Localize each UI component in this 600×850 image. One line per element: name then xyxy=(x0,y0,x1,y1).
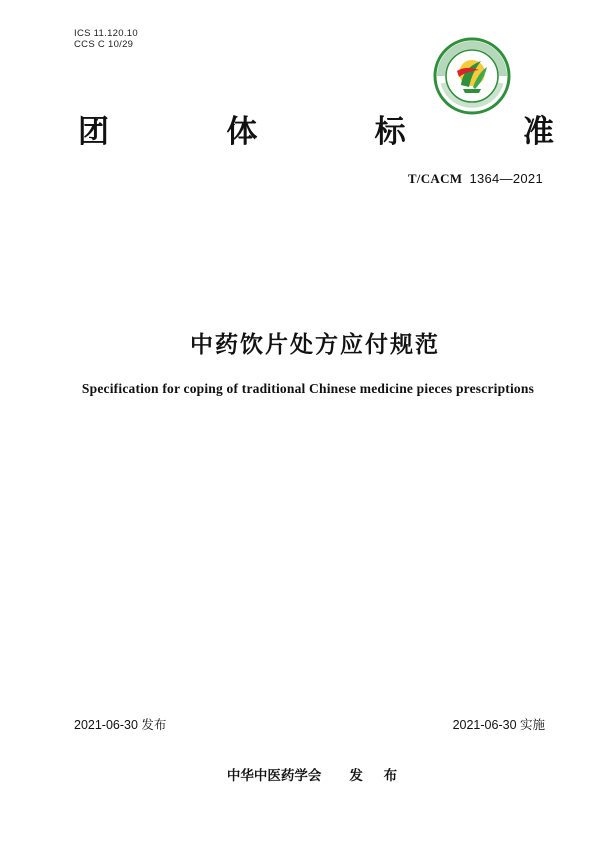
publish-date: 2021-06-30 发布 xyxy=(74,718,167,732)
publisher-line xyxy=(0,764,600,784)
standard-code: 1364—2021 xyxy=(469,171,543,186)
classification-codes xyxy=(74,28,138,50)
ics-code: ICS 11.120.10 xyxy=(74,28,138,39)
chinese-title: 中药饮片处方应付规范 xyxy=(190,332,440,358)
standard-prefix: T/CACM xyxy=(407,171,463,186)
publisher-name: 中华中医药学会 xyxy=(226,768,322,784)
ccs-code: CCS C 10/29 xyxy=(74,39,134,50)
doc-type-char-3: 标 xyxy=(374,114,406,150)
association-seal-icon xyxy=(433,37,511,115)
implement-date: 2021-06-30 实施 xyxy=(452,718,545,732)
standard-number xyxy=(408,171,543,187)
doc-type-char-2: 体 xyxy=(226,114,258,150)
doc-type-char-1: 团 xyxy=(78,114,109,150)
document-type-title xyxy=(78,113,554,151)
english-title: Specification for coping of traditional Chinese medicine pieces prescriptions xyxy=(81,381,535,396)
doc-type-char-4: 准 xyxy=(522,114,554,150)
publisher-action: 发 布 xyxy=(349,768,406,784)
